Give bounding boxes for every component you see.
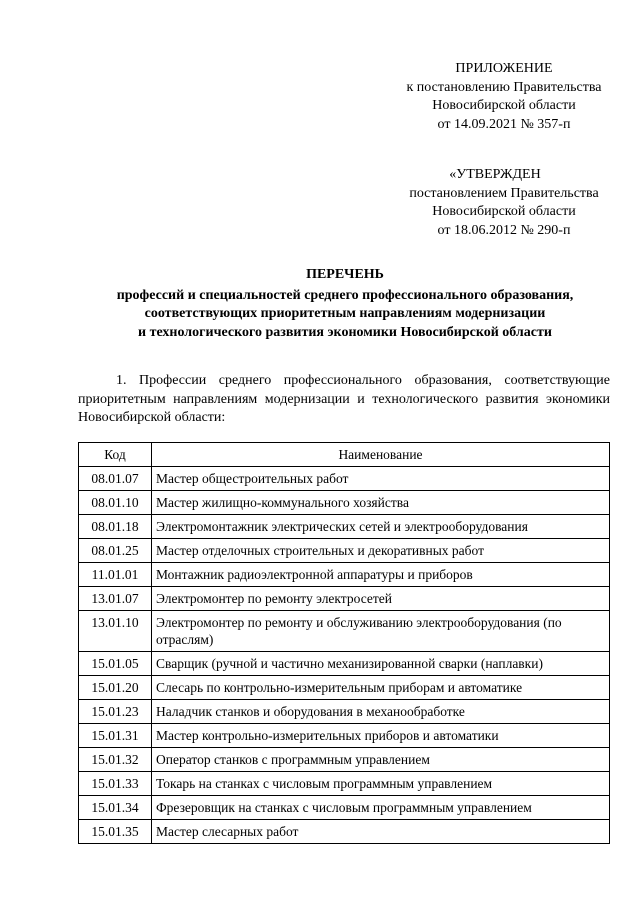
table-header-row [79,443,610,467]
table-row [79,467,610,491]
row-code: 15.01.20 [79,676,152,700]
appendix-line: к постановлению Правительства [406,79,602,95]
approval-line: постановлением Правительства [409,185,599,201]
row-name: Оператор станков с программным управлением [152,748,610,772]
row-name: Мастер общестроительных работ [152,467,610,491]
professions-table [78,442,610,844]
row-name: Наладчик станков и оборудования в механообработке [152,700,610,724]
approval-title: «УТВЕРЖДЕН [449,167,541,182]
table-row [79,652,610,676]
appendix-date: от 14.09.2021 № 357-п [437,116,571,132]
row-name: Электромонтажник электрических сетей и электрооборудования [152,515,610,539]
row-code: 11.01.01 [79,563,152,587]
appendix-line: Новосибирской области [432,98,576,113]
approval-date: от 18.06.2012 № 290-п [437,222,571,238]
table-row [79,563,610,587]
row-name: Токарь на станках с числовым программным управлением [152,772,610,796]
table-row [79,700,610,724]
row-name: Электромонтер по ремонту электросетей [152,587,610,611]
appendix-block [388,60,620,134]
row-code: 15.01.23 [79,700,152,724]
title-line: профессий и специальностей среднего профессионального образования, [116,287,574,303]
row-code: 08.01.10 [79,491,152,515]
row-code: 15.01.34 [79,796,152,820]
table-row [79,515,610,539]
table-row [79,820,610,844]
header-code: Код [79,443,152,467]
table-row [79,491,610,515]
intro-paragraph: 1. Профессии среднего профессионального образования, соответствующие приоритетным направлениям модернизации и технологического развития экономики Новосибирской области: [78,373,610,425]
table-row [79,748,610,772]
row-code: 13.01.10 [79,611,152,652]
row-name: Мастер жилищно-коммунального хозяйства [152,491,610,515]
appendix-title: ПРИЛОЖЕНИЕ [455,61,553,76]
table-body [79,467,610,844]
table-row [79,796,610,820]
table-row [79,587,610,611]
header-name: Наименование [152,443,610,467]
document-title [60,266,630,342]
row-name: Мастер отделочных строительных и декоративных работ [152,539,610,563]
table-row [79,611,610,652]
row-code: 08.01.25 [79,539,152,563]
row-name: Монтажник радиоэлектронной аппаратуры и приборов [152,563,610,587]
row-code: 13.01.07 [79,587,152,611]
row-code: 15.01.31 [79,724,152,748]
row-name: Мастер слесарных работ [152,820,610,844]
row-name: Фрезеровщик на станках с числовым программным управлением [152,796,610,820]
approval-line: Новосибирской области [432,204,576,219]
title-line: соответствующих приоритетным направлениям модернизации [144,306,546,321]
title-line: и технологического развития экономики Новосибирской области [138,324,552,340]
title-heading: ПЕРЕЧЕНЬ [306,267,384,282]
row-code: 08.01.07 [79,467,152,491]
row-name: Электромонтер по ремонту и обслуживанию электрооборудования (по отраслям) [152,611,610,652]
table-row [79,539,610,563]
approval-block [388,166,620,240]
row-name: Мастер контрольно-измерительных приборов и автоматики [152,724,610,748]
table-row [79,772,610,796]
row-code: 15.01.32 [79,748,152,772]
table-row [79,724,610,748]
row-code: 15.01.35 [79,820,152,844]
row-code: 08.01.18 [79,515,152,539]
row-code: 15.01.33 [79,772,152,796]
row-name: Слесарь по контрольно-измерительным приборам и автоматике [152,676,610,700]
row-code: 15.01.05 [79,652,152,676]
table-row [79,676,610,700]
row-name: Сварщик (ручной и частично механизированной сварки (наплавки) [152,652,610,676]
